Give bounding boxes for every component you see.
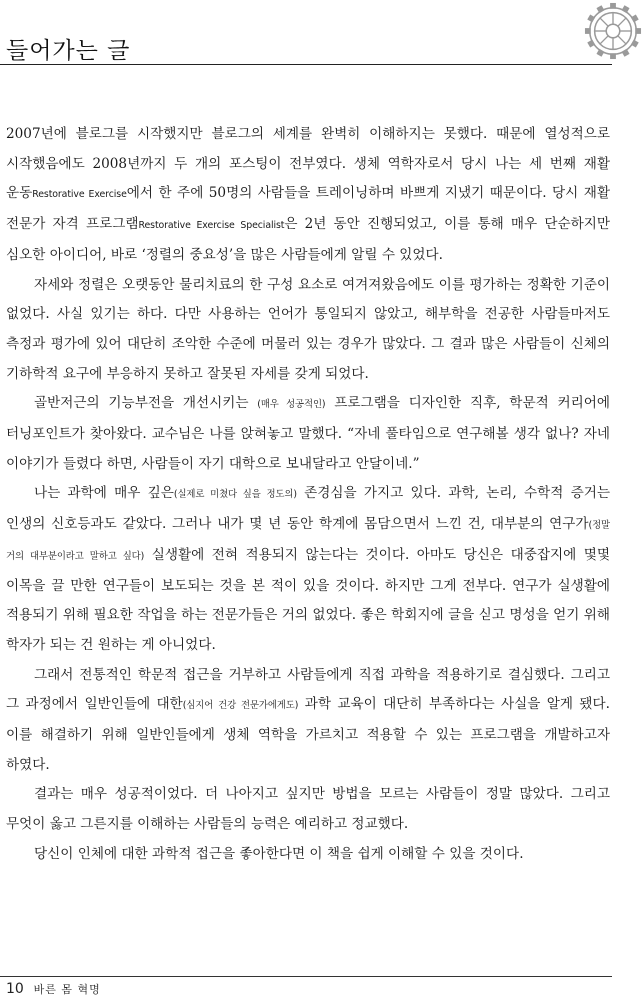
footer-divider <box>0 976 612 977</box>
book-title: 바른 몸 혁명 <box>33 983 101 996</box>
paragraph: 나는 과학에 매우 깊은(실제로 미쳤다 싶을 정도의) 존경심을 가지고 있다. 과학, 논리, 수학적 증거는 인생의 신호등과도 같았다. 그러나 내가 몇 년 동안 학계에 몸담으면서 느낀 건, 대부분의 연구가(정말 거의 대부분이라고 말하고 싶다) 실생활에 전혀 적용되지 않는다는 것이다. 아마도 당신은 대중잡지에 몇몇 이목을 끌 만한 연구들이 보도되는 것을 본 적이 있을 것이다. 하지만 그게 전부다. 연구가 실생활에 적용되기 위해 필요한 작업을 하는 전문가들은 거의 없었다. 좋은 학회지에 글을 싣고 명성을 얻기 위해 학자가 되는 건 원하는 게 아니었다. <box>6 485 610 653</box>
page-title: 들어가는 글 <box>6 38 131 64</box>
paragraph: 그래서 전통적인 학문적 접근을 거부하고 사람들에게 직접 과학을 적용하기로 결심했다. 그리고 그 과정에서 일반인들에 대한(심지어 건강 전문가에게도) 과학 교육이 대단히 부족하다는 사실을 알게 됐다. 이를 해결하기 위해 일반인들에게 생체 역학을 가르치고 적용할 수 있는 프로그램을 개발하고자 하였다. <box>6 666 611 773</box>
body-text <box>6 120 610 870</box>
paragraph: 2007년에 블로그를 시작했지만 블로그의 세계를 완벽히 이해하지는 못했다. 때문에 열성적으로 시작했음에도 2008년까지 두 개의 포스팅이 전부였다. 생체 역학자로서 당시 나는 세 번째 재활 운동Restorative Exercise에서 한 주에 50명의 사람들을 트레이닝하며 바쁘게 지냈기 때문이다. 당시 재활 전문가 자격 프로그램Restorative Exercise Specialist은 2년 동안 진행되었고, 이를 통해 매우 단순하지만 심오한 아이디어, 바로 ‘정렬의 중요성’을 많은 사람들에게 알릴 수 있었다. <box>6 126 611 263</box>
paragraph: 결과는 매우 성공적이었다. 더 나아지고 싶지만 방법을 모르는 사람들이 정말 많았다. 그리고 무엇이 옳고 그른지를 이해하는 사람들의 능력은 예리하고 정교했다. <box>6 786 610 833</box>
page-footer <box>6 981 101 998</box>
paragraph: 골반저근의 기능부전을 개선시키는 (매우 성공적인) 프로그램을 디자인한 직후, 학문적 커리어에 터닝포인트가 찾아왔다. 교수님은 나를 앉혀놓고 말했다. “자네 풀타임으로 연구해볼 생각 없나? 자네 이야기가 들렸다 하면, 사람들이 자기 대학으로 보내달라고 안달이네.” <box>6 395 611 472</box>
header-divider <box>0 64 612 65</box>
page-number: 10 <box>6 981 24 997</box>
paragraph: 당신이 인체에 대한 과학적 접근을 좋아한다면 이 책을 쉽게 이해할 수 있을 것이다. <box>34 845 524 862</box>
paragraph: 자세와 정렬은 오랫동안 물리치료의 한 구성 요소로 여겨져왔음에도 이를 평가하는 정확한 기준이 없었다. 사실 있기는 하다. 다만 사용하는 언어가 통일되지 않았고, 해부학을 전공한 사람들마저도 측정과 평가에 있어 대단히 조악한 수준에 머물러 있는 경우가 많았다. 그 결과 많은 사람들이 신체의 기하학적 요구에 부응하지 못하고 잘못된 자세를 갖게 되었다. <box>6 276 610 382</box>
gear-icon <box>584 2 642 60</box>
